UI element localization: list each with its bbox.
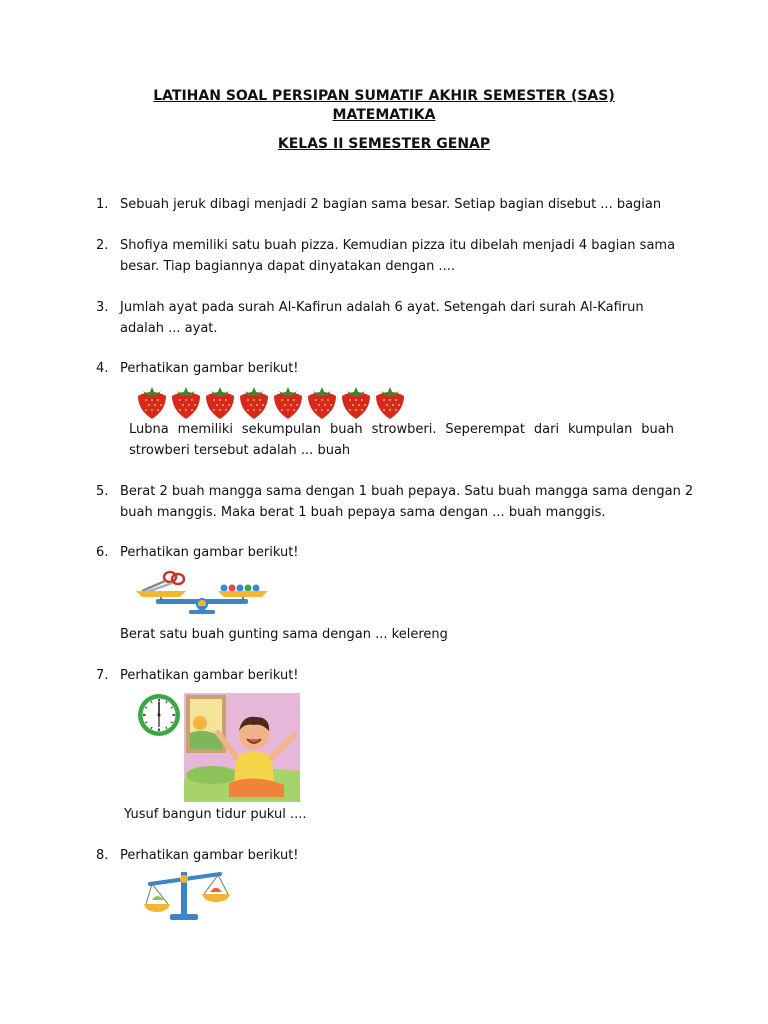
strawberry-icon (342, 387, 370, 419)
question-text: buah manggis. Maka berat 1 buah pepaya sama dengan ... buah manggis. (120, 505, 606, 520)
word: strowberi. (371, 422, 437, 437)
balance-scale-icon (140, 866, 230, 924)
question-text: Berat 2 buah mangga sama dengan 1 buah pepaya. Satu buah mangga sama dengan 2 (120, 484, 694, 499)
word: buah (641, 422, 674, 437)
word: Lubna (129, 422, 169, 437)
strawberry-icon (172, 387, 200, 419)
word: sekumpulan (241, 422, 322, 437)
strawberry-icon (138, 387, 166, 419)
marble-icon (221, 585, 260, 592)
question-4-text-line-2: strowberi tersebut adalah ... buah (129, 443, 351, 458)
question-number: 5. (96, 484, 109, 499)
title-line-3: KELAS II SEMESTER GENAP (277, 136, 491, 152)
question-text: adalah ... ayat. (120, 321, 218, 336)
question-number: 7. (96, 668, 109, 683)
question-number: 6. (96, 545, 109, 560)
wall-clock-icon (136, 692, 184, 738)
strawberry-icon (240, 387, 268, 419)
question-text: besar. Tiap bagiannya dapat dinyatakan dengan .... (120, 259, 455, 274)
strawberry-group-image (136, 384, 402, 420)
question-number: 1. (96, 197, 109, 212)
word: memiliki (177, 422, 233, 437)
question-number: 4. (96, 361, 109, 376)
title-line-2: MATEMATIKA (332, 107, 436, 123)
boy-waking-up-illustration (184, 693, 300, 802)
word: Seperempat (445, 422, 525, 437)
balance-scale-scissors-image (134, 566, 270, 614)
question-number: 2. (96, 238, 109, 253)
word: dari (533, 422, 560, 437)
question-4-text-line-1 (129, 419, 674, 440)
question-7-caption: Yusuf bangun tidur pukul .... (124, 807, 307, 822)
word: kumpulan (568, 422, 633, 437)
scissors-icon (142, 572, 184, 593)
word: buah (329, 422, 363, 437)
question-text: Perhatikan gambar berikut! (120, 848, 299, 863)
question-text: Sebuah jeruk dibagi menjadi 2 bagian sama besar. Setiap bagian disebut ... bagian (120, 197, 662, 212)
question-text: Perhatikan gambar berikut! (120, 545, 299, 560)
question-number: 8. (96, 848, 109, 863)
question-text: Shofiya memiliki satu buah pizza. Kemudian pizza itu dibelah menjadi 4 bagian sama (120, 238, 676, 253)
strawberry-icon (376, 387, 404, 419)
question-number: 3. (96, 300, 109, 315)
title-line-1: LATIHAN SOAL PERSIPAN SUMATIF AKHIR SEMESTER (SAS) (153, 88, 615, 104)
strawberry-icon (206, 387, 234, 419)
question-text: Perhatikan gambar berikut! (120, 668, 299, 683)
question-text: Jumlah ayat pada surah Al-Kafirun adalah 6 ayat. Setengah dari surah Al-Kafirun (120, 300, 644, 315)
question-text: Perhatikan gambar berikut! (120, 361, 299, 376)
question-6-caption: Berat satu buah gunting sama dengan ... kelereng (120, 627, 448, 642)
strawberry-icon (274, 387, 302, 419)
strawberry-icon (308, 387, 336, 419)
